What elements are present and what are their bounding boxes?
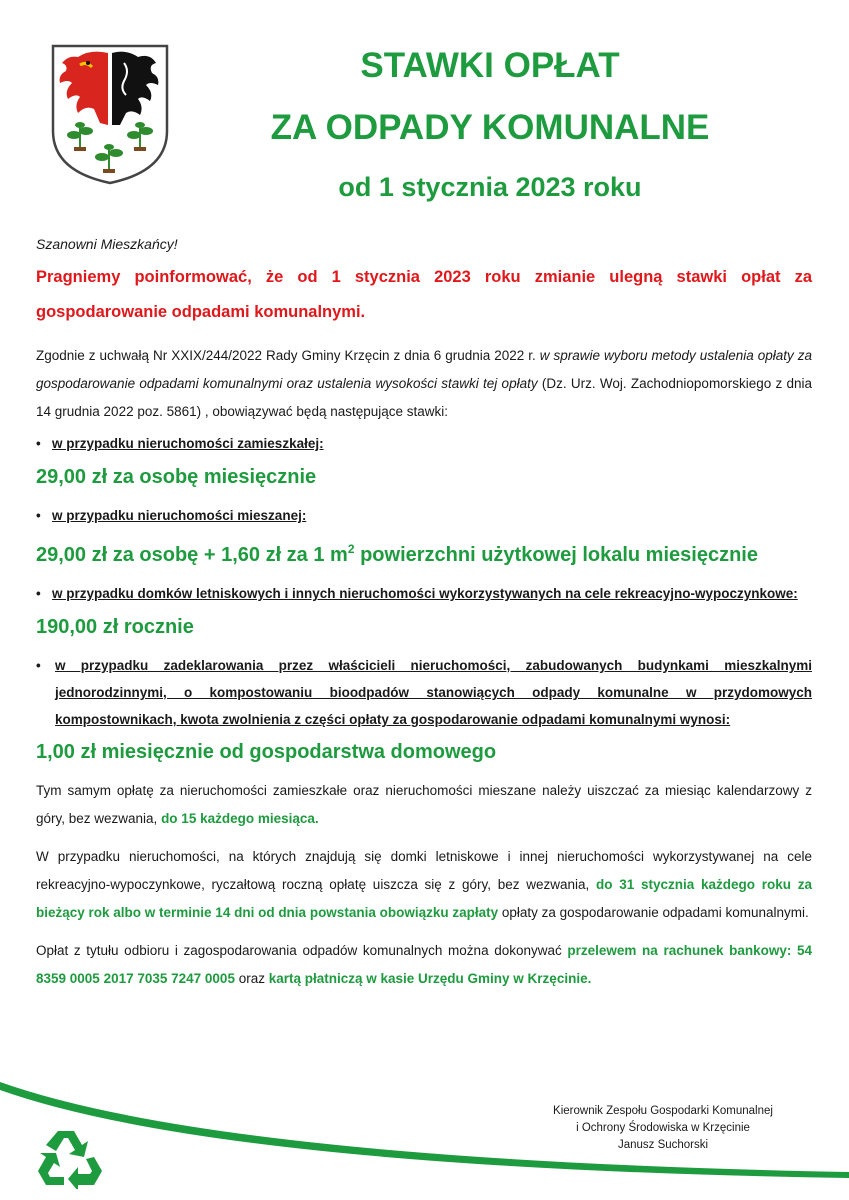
bullet-icon: •: [36, 508, 41, 523]
signature-block: [510, 1103, 816, 1154]
rate-value-residential: 29,00 zł za osobę miesięcznie: [36, 466, 317, 488]
signature-name: Janusz Suchorski: [617, 1139, 709, 1151]
rate-label-composting: • w przypadku zadeklarowania przez właścicieli nieruchomości, zabudowanych budynkami mieszkalnymi jednorodzinnymi, o kompostowaniu bioodpadów stanowiących odpady komunalne w przydomowych kompostownikach, kwota zwolnienia z części opłaty za gospodarowanie odpadami komunalnymi wynosi:: [36, 652, 812, 733]
payment-deadline-annual: W przypadku nieruchomości, na których znajdują się domki letniskowe i innej nieruchomości wykorzystywanej na cele rekreacyjno-wypoczynkowe, ryczałtową roczną opłatę uiszcza się z góry, bez wezwania, do 31 stycznia każdego roku za bieżący rok albo w terminie 14 dni od dnia powstania obowiązku zapłaty opłaty za gospodarowanie odpadami komunalnymi.: [36, 849, 812, 920]
rate-label-residential: • w przypadku nieruchomości zamieszkałej:: [36, 430, 812, 458]
bullet-icon: •: [36, 436, 41, 451]
title-line-1: STAWKI OPŁAT: [360, 46, 620, 85]
recycle-icon: [34, 1127, 106, 1189]
signature-title-line-2: i Ochrony Środowiska w Krzęcinie: [576, 1122, 750, 1134]
payment-deadline-monthly: Tym samym opłatę za nieruchomości zamieszkałe oraz nieruchomości mieszane należy uiszczać za miesiąc kalendarzowy z góry, bez wezwania, do 15 każdego miesiąca.: [36, 783, 812, 826]
coat-of-arms-icon: [50, 43, 170, 185]
notice-body: [36, 236, 812, 993]
intro-announcement: Pragniemy poinformować, że od 1 stycznia 2023 roku zmianie ulegną stawki opłat za gospodarowanie odpadami komunalnymi.: [36, 268, 812, 321]
rate-value-holiday: 190,00 zł rocznie: [36, 616, 194, 638]
greeting: Szanowni Mieszkańcy!: [36, 236, 178, 252]
signature-title-line-1: Kierownik Zespołu Gospodarki Komunalnej: [553, 1105, 773, 1117]
rate-value-mixed: 29,00 zł za osobę + 1,60 zł za 1 $m^2$ powierzchni użytkowej lokalu miesięcznie: [36, 542, 758, 566]
bullet-icon: •: [36, 658, 41, 673]
rate-label-mixed: • w przypadku nieruchomości mieszanej:: [36, 502, 812, 530]
bullet-icon: •: [36, 586, 41, 601]
title-line-2: ZA ODPADY KOMUNALNE: [270, 108, 710, 147]
title-date: od 1 stycznia 2023 roku: [338, 172, 642, 202]
rate-label-holiday: • w przypadku domków letniskowych i innych nieruchomości wykorzystywanych na cele rekreacyjno-wypoczynkowe:: [36, 580, 812, 608]
payment-methods: Opłat z tytułu odbioru i zagospodarowania odpadów komunalnych można dokonywać przelewem na rachunek bankowy: 54 8359 0005 2017 7035 7247 0005 oraz kartą płatniczą w kasie Urzędu Gminy w Krzęcinie.: [36, 943, 813, 986]
legal-basis: Zgodnie z uchwałą Nr XXIX/244/2022 Rady Gminy Krzęcin z dnia 6 grudnia 2022 r. w sprawie wyboru metody ustalenia opłaty za gospodarowanie odpadami komunalnymi oraz ustalenia wysokości stawki tej opłaty (Dz. Urz. Woj. Zachodniopomorskiego z dnia 14 grudnia 2022 poz. 5861) , obowiązywać będą następujące stawki:: [36, 348, 813, 419]
rate-value-composting: 1,00 zł miesięcznie od gospodarstwa domowego: [36, 741, 497, 763]
